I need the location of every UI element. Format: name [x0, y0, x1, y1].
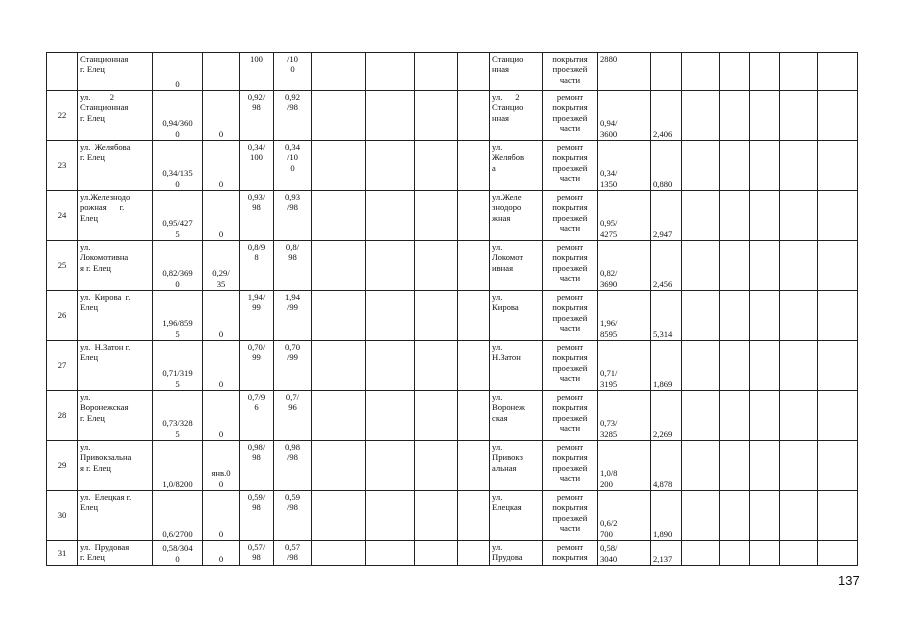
work-type-cell: ремонт покрытия проезжей части: [543, 191, 598, 241]
value-cell: 0: [203, 541, 240, 566]
empty-cell: [366, 241, 415, 291]
value-cell: 0: [203, 341, 240, 391]
object-name-cell: ул.Желе знодоро жная: [490, 191, 543, 241]
empty-cell: [458, 541, 490, 566]
empty-cell: [366, 291, 415, 341]
work-type-cell: покрытия проезжей части: [543, 53, 598, 91]
empty-cell: [720, 441, 750, 491]
empty-cell: [312, 391, 366, 441]
empty-cell: [682, 491, 720, 541]
volume-cell: 2880: [598, 53, 651, 91]
empty-cell: [458, 141, 490, 191]
empty-cell: [720, 241, 750, 291]
empty-cell: [458, 391, 490, 441]
table-row: [47, 491, 858, 541]
empty-cell: [366, 53, 415, 91]
empty-cell: [415, 441, 458, 491]
empty-cell: [750, 491, 780, 541]
wear-ratio-cell: 0,8/ 98: [274, 241, 312, 291]
volume-cell: 0,34/ 1350: [598, 141, 651, 191]
volume-cell: 0,94/ 3600: [598, 91, 651, 141]
empty-cell: [818, 241, 858, 291]
empty-cell: [415, 241, 458, 291]
volume-cell: 0,73/ 3285: [598, 391, 651, 441]
empty-cell: [720, 291, 750, 341]
empty-cell: [818, 191, 858, 241]
object-name-cell: ул. Н.Затон: [490, 341, 543, 391]
empty-cell: [818, 91, 858, 141]
length-area-cell: 0,34/135 0: [153, 141, 203, 191]
street-name-cell: ул. Прудовая г. Елец: [78, 541, 153, 566]
length-area-cell: 0,82/369 0: [153, 241, 203, 291]
row-number: 22: [47, 91, 78, 141]
empty-cell: [750, 91, 780, 141]
value-cell: 0: [203, 391, 240, 441]
empty-cell: [366, 491, 415, 541]
cost-cell: [651, 53, 682, 91]
volume-cell: 1,96/ 8595: [598, 291, 651, 341]
empty-cell: [750, 191, 780, 241]
wear-cell: 100: [240, 53, 274, 91]
empty-cell: [780, 191, 818, 241]
wear-cell: 0,70/ 99: [240, 341, 274, 391]
table-row: [47, 291, 858, 341]
empty-cell: [312, 341, 366, 391]
row-number: 25: [47, 241, 78, 291]
wear-cell: 0,7/9 6: [240, 391, 274, 441]
volume-cell: 1,0/8 200: [598, 441, 651, 491]
length-area-cell: 1,96/859 5: [153, 291, 203, 341]
cost-cell: 2,406: [651, 91, 682, 141]
empty-cell: [682, 341, 720, 391]
empty-cell: [750, 541, 780, 566]
empty-cell: [720, 141, 750, 191]
empty-cell: [682, 291, 720, 341]
empty-cell: [458, 341, 490, 391]
row-number: 30: [47, 491, 78, 541]
empty-cell: [366, 441, 415, 491]
cost-cell: 5,314: [651, 291, 682, 341]
empty-cell: [780, 241, 818, 291]
empty-cell: [818, 141, 858, 191]
empty-cell: [780, 541, 818, 566]
empty-cell: [415, 191, 458, 241]
length-area-cell: 0,58/304 0: [153, 541, 203, 566]
empty-cell: [720, 91, 750, 141]
volume-cell: 0,82/ 3690: [598, 241, 651, 291]
street-name-cell: ул. Локомотивна я г. Елец: [78, 241, 153, 291]
empty-cell: [312, 291, 366, 341]
empty-cell: [458, 191, 490, 241]
work-type-cell: ремонт покрытия: [543, 541, 598, 566]
wear-ratio-cell: 1,94 /99: [274, 291, 312, 341]
street-name-cell: ул.Железнодо рожная г. Елец: [78, 191, 153, 241]
object-name-cell: ул. Локомот ивная: [490, 241, 543, 291]
value-cell: 0: [203, 191, 240, 241]
empty-cell: [682, 441, 720, 491]
empty-cell: [415, 341, 458, 391]
empty-cell: [458, 441, 490, 491]
empty-cell: [415, 291, 458, 341]
value-cell: [203, 53, 240, 91]
empty-cell: [312, 241, 366, 291]
work-type-cell: ремонт покрытия проезжей части: [543, 291, 598, 341]
work-type-cell: ремонт покрытия проезжей части: [543, 441, 598, 491]
wear-cell: 0,93/ 98: [240, 191, 274, 241]
row-number: 31: [47, 541, 78, 566]
table-row: [47, 53, 858, 91]
empty-cell: [458, 91, 490, 141]
street-name-cell: ул. Воронежская г. Елец: [78, 391, 153, 441]
empty-cell: [682, 53, 720, 91]
empty-cell: [780, 341, 818, 391]
empty-cell: [750, 441, 780, 491]
street-name-cell: Станционная г. Елец: [78, 53, 153, 91]
empty-cell: [780, 291, 818, 341]
empty-cell: [720, 391, 750, 441]
wear-ratio-cell: 0,98 /98: [274, 441, 312, 491]
empty-cell: [312, 191, 366, 241]
empty-cell: [682, 391, 720, 441]
empty-cell: [682, 91, 720, 141]
wear-ratio-cell: 0,57 /98: [274, 541, 312, 566]
empty-cell: [750, 341, 780, 391]
empty-cell: [682, 191, 720, 241]
empty-cell: [720, 53, 750, 91]
cost-cell: 2,137: [651, 541, 682, 566]
empty-cell: [720, 341, 750, 391]
work-type-cell: ремонт покрытия проезжей части: [543, 241, 598, 291]
wear-ratio-cell: 0,59 /98: [274, 491, 312, 541]
work-type-cell: ремонт покрытия проезжей части: [543, 91, 598, 141]
object-name-cell: ул. Воронеж ская: [490, 391, 543, 441]
table-row: [47, 341, 858, 391]
cost-cell: 0,880: [651, 141, 682, 191]
street-name-cell: ул. Привокзальна я г. Елец: [78, 441, 153, 491]
empty-cell: [458, 291, 490, 341]
empty-cell: [818, 341, 858, 391]
empty-cell: [366, 141, 415, 191]
empty-cell: [780, 53, 818, 91]
wear-ratio-cell: 0,34 /10 0: [274, 141, 312, 191]
wear-cell: 0,57/ 98: [240, 541, 274, 566]
table-row: [47, 391, 858, 441]
empty-cell: [312, 141, 366, 191]
empty-cell: [750, 241, 780, 291]
empty-cell: [720, 541, 750, 566]
empty-cell: [415, 541, 458, 566]
row-number: 24: [47, 191, 78, 241]
empty-cell: [366, 91, 415, 141]
cost-cell: 2,947: [651, 191, 682, 241]
table-row: [47, 91, 858, 141]
page-number: 137: [838, 573, 860, 588]
table-row: [47, 191, 858, 241]
empty-cell: [720, 491, 750, 541]
row-number: 29: [47, 441, 78, 491]
empty-cell: [312, 91, 366, 141]
empty-cell: [312, 491, 366, 541]
wear-cell: 1,94/ 99: [240, 291, 274, 341]
object-name-cell: ул. Кирова: [490, 291, 543, 341]
length-area-cell: 0,95/427 5: [153, 191, 203, 241]
empty-cell: [312, 53, 366, 91]
length-area-cell: 0,6/2700: [153, 491, 203, 541]
empty-cell: [750, 391, 780, 441]
street-name-cell: ул. Н.Затон г. Елец: [78, 341, 153, 391]
empty-cell: [458, 491, 490, 541]
empty-cell: [312, 441, 366, 491]
row-number: 28: [47, 391, 78, 441]
empty-cell: [780, 491, 818, 541]
cost-cell: 2,269: [651, 391, 682, 441]
length-area-cell: 1,0/8200: [153, 441, 203, 491]
volume-cell: 0,6/2 700: [598, 491, 651, 541]
table-row: [47, 541, 858, 566]
value-cell: 0: [203, 291, 240, 341]
street-name-cell: ул. Желябова г. Елец: [78, 141, 153, 191]
wear-ratio-cell: 0,92 /98: [274, 91, 312, 141]
length-area-cell: 0: [153, 53, 203, 91]
volume-cell: 0,95/ 4275: [598, 191, 651, 241]
row-number: 26: [47, 291, 78, 341]
empty-cell: [818, 441, 858, 491]
value-cell: янв.0 0: [203, 441, 240, 491]
length-area-cell: 0,73/328 5: [153, 391, 203, 441]
empty-cell: [366, 391, 415, 441]
object-name-cell: ул. Желябов а: [490, 141, 543, 191]
value-cell: 0: [203, 141, 240, 191]
empty-cell: [818, 53, 858, 91]
empty-cell: [415, 53, 458, 91]
wear-ratio-cell: 0,70 /99: [274, 341, 312, 391]
empty-cell: [682, 541, 720, 566]
object-name-cell: Станцио нная: [490, 53, 543, 91]
wear-cell: 0,34/ 100: [240, 141, 274, 191]
wear-ratio-cell: /10 0: [274, 53, 312, 91]
empty-cell: [750, 291, 780, 341]
object-name-cell: ул. Привокз альная: [490, 441, 543, 491]
object-name-cell: ул. Елецкая: [490, 491, 543, 541]
empty-cell: [818, 491, 858, 541]
empty-cell: [458, 53, 490, 91]
cost-cell: 1,890: [651, 491, 682, 541]
cost-cell: 4,878: [651, 441, 682, 491]
empty-cell: [415, 391, 458, 441]
empty-cell: [780, 441, 818, 491]
work-type-cell: ремонт покрытия проезжей части: [543, 141, 598, 191]
road-repair-table: [46, 52, 858, 566]
street-name-cell: ул. Кирова г. Елец: [78, 291, 153, 341]
empty-cell: [312, 541, 366, 566]
value-cell: 0: [203, 491, 240, 541]
value-cell: 0,29/ 35: [203, 241, 240, 291]
row-number: 27: [47, 341, 78, 391]
table-row: [47, 441, 858, 491]
street-name-cell: ул. Елецкая г. Елец: [78, 491, 153, 541]
work-type-cell: ремонт покрытия проезжей части: [543, 491, 598, 541]
cost-cell: 1,869: [651, 341, 682, 391]
empty-cell: [818, 291, 858, 341]
empty-cell: [818, 541, 858, 566]
empty-cell: [750, 141, 780, 191]
row-number: [47, 53, 78, 91]
row-number: 23: [47, 141, 78, 191]
empty-cell: [682, 241, 720, 291]
empty-cell: [366, 191, 415, 241]
cost-cell: 2,456: [651, 241, 682, 291]
empty-cell: [458, 241, 490, 291]
empty-cell: [366, 541, 415, 566]
object-name-cell: ул. Прудова: [490, 541, 543, 566]
table-row: [47, 241, 858, 291]
volume-cell: 0,58/ 3040: [598, 541, 651, 566]
work-type-cell: ремонт покрытия проезжей части: [543, 341, 598, 391]
empty-cell: [366, 341, 415, 391]
value-cell: 0: [203, 91, 240, 141]
empty-cell: [750, 53, 780, 91]
volume-cell: 0,71/ 3195: [598, 341, 651, 391]
object-name-cell: ул. 2 Станцио нная: [490, 91, 543, 141]
empty-cell: [682, 141, 720, 191]
empty-cell: [818, 391, 858, 441]
wear-cell: 0,92/ 98: [240, 91, 274, 141]
street-name-cell: ул. 2 Станционная г. Елец: [78, 91, 153, 141]
empty-cell: [780, 91, 818, 141]
work-type-cell: ремонт покрытия проезжей части: [543, 391, 598, 441]
wear-ratio-cell: 0,7/ 96: [274, 391, 312, 441]
empty-cell: [415, 91, 458, 141]
length-area-cell: 0,71/319 5: [153, 341, 203, 391]
wear-cell: 0,8/9 8: [240, 241, 274, 291]
wear-cell: 0,59/ 98: [240, 491, 274, 541]
wear-ratio-cell: 0,93 /98: [274, 191, 312, 241]
empty-cell: [780, 391, 818, 441]
table-row: [47, 141, 858, 191]
empty-cell: [780, 141, 818, 191]
empty-cell: [415, 141, 458, 191]
empty-cell: [720, 191, 750, 241]
wear-cell: 0,98/ 98: [240, 441, 274, 491]
empty-cell: [415, 491, 458, 541]
length-area-cell: 0,94/360 0: [153, 91, 203, 141]
